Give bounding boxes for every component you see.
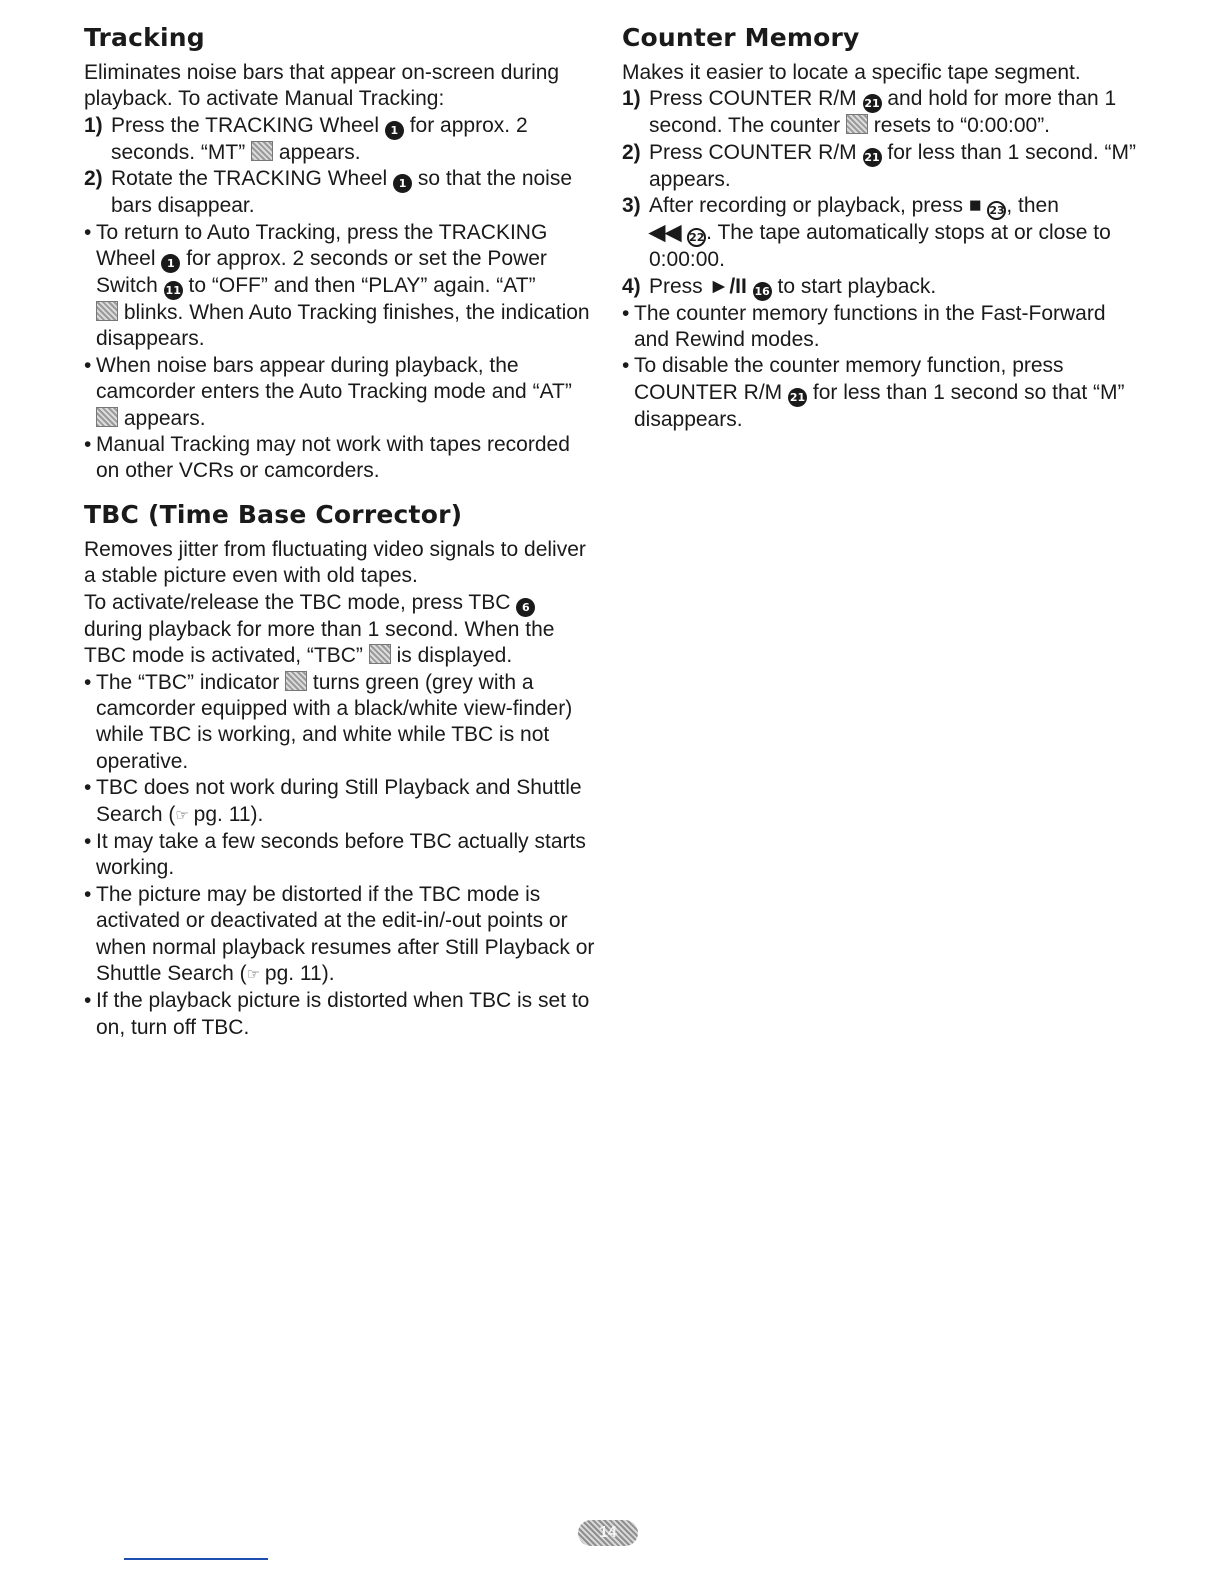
bullet-icon: •	[84, 220, 92, 244]
callout-badge-icon: 16	[753, 282, 772, 301]
callout-badge-icon: 11	[164, 281, 183, 300]
step-text: for less than 1 second. “M” appears.	[649, 140, 1136, 191]
tracking-notes	[84, 220, 596, 485]
display-indicator-icon	[251, 141, 273, 161]
note-text: To return to Auto Tracking, press the TRACKING Wheel	[96, 220, 548, 271]
callout-badge-icon: 21	[863, 94, 882, 113]
counter-notes	[622, 301, 1142, 434]
tracking-intro: Eliminates noise bars that appear on-screen during playback. To activate Manual Tracking:	[84, 61, 560, 111]
callout-badge-icon: 21	[788, 388, 807, 407]
bullet-icon: •	[84, 670, 92, 694]
footer-rule	[124, 1558, 268, 1560]
note-text: To disable the counter memory function, press COUNTER R/M	[634, 354, 1064, 404]
stop-icon: ■	[968, 194, 982, 218]
step-text: Press COUNTER R/M	[649, 87, 857, 111]
callout-badge-icon: 1	[161, 254, 180, 273]
step-text: Press COUNTER R/M	[649, 140, 857, 164]
step-text: and hold for more than 1 second. The counter	[649, 87, 1117, 138]
note-text: appears.	[123, 406, 206, 430]
counter-step-1	[622, 86, 1142, 139]
counter-note-2	[622, 353, 1142, 433]
tbc-heading: TBC (Time Base Corrector)	[84, 499, 463, 529]
body-text: To activate/release the TBC mode, press TBC	[84, 590, 511, 614]
tbc-activation-text	[84, 590, 596, 670]
note-text: for approx. 2 seconds or set the Power Switch	[96, 247, 547, 298]
note-text: When noise bars appear during playback, the camcorder enters the Auto Tracking mode and “AT”	[96, 353, 572, 404]
step-text: Rotate the TRACKING Wheel	[111, 167, 388, 191]
counter-memory-heading: Counter Memory	[622, 23, 860, 52]
display-indicator-icon	[96, 301, 118, 321]
bullet-icon: •	[84, 433, 92, 457]
page-reference-icon: ☞	[175, 806, 188, 824]
tbc-note-1	[84, 670, 596, 776]
counter-step-2	[622, 140, 1142, 193]
counter-note-1	[622, 301, 1142, 354]
note-text: Manual Tracking may not work with tapes recorded on other VCRs or camcorders.	[96, 433, 570, 483]
display-indicator-icon	[96, 407, 118, 427]
play-pause-icon: ►/II	[708, 274, 747, 298]
step-text: to start playback.	[777, 274, 937, 298]
tbc-note-3	[84, 829, 596, 882]
bullet-icon: •	[622, 354, 630, 378]
note-text: pg. 11).	[264, 961, 335, 985]
callout-badge-icon: 22	[687, 228, 706, 247]
display-indicator-icon	[285, 671, 307, 691]
callout-badge-icon: 1	[385, 121, 404, 140]
note-text: It may take a few seconds before TBC actually starts working.	[96, 829, 586, 880]
note-text: If the playback picture is distorted when TBC is set to on, turn off TBC.	[96, 989, 590, 1039]
note-text: blinks. When Auto Tracking finishes, the indication disappears.	[96, 301, 590, 351]
counter-intro: Makes it easier to locate a specific tape segment.	[622, 61, 1081, 84]
counter-step-4	[622, 274, 1142, 301]
bullet-icon: •	[84, 989, 92, 1013]
note-text: turns green (grey with a camcorder equipped with a black/white view-finder) while TBC is working, and white while TBC is not operative.	[96, 670, 573, 773]
tracking-step-2	[84, 166, 596, 219]
tracking-steps	[84, 113, 596, 220]
counter-step-3	[622, 193, 1142, 273]
note-text: for less than 1 second so that “M” disappears.	[634, 380, 1125, 431]
step-text: for approx. 2 seconds. “MT”	[111, 113, 528, 164]
bullet-icon: •	[84, 353, 92, 377]
tbc-note-4	[84, 882, 596, 989]
callout-badge-icon: 23	[987, 201, 1006, 220]
step-number: 2)	[84, 167, 103, 191]
bullet-icon: •	[84, 882, 92, 906]
step-text: resets to “0:00:00”.	[873, 114, 1051, 138]
note-text: The “TBC” indicator	[96, 670, 280, 694]
step-text: , then	[1006, 194, 1059, 218]
step-text: Press the TRACKING Wheel	[111, 113, 380, 137]
left-column	[84, 22, 596, 1041]
note-text: The counter memory functions in the Fast-Forward and Rewind modes.	[634, 301, 1106, 352]
bullet-icon: •	[84, 829, 92, 853]
step-text: so that the noise bars disappear.	[111, 167, 573, 218]
note-text: pg. 11).	[193, 802, 264, 826]
tracking-note-3	[84, 432, 596, 485]
tbc-intro: Removes jitter from fluctuating video signals to deliver a stable picture even with old tapes.	[84, 537, 586, 588]
callout-badge-icon: 1	[393, 174, 412, 193]
tracking-heading: Tracking	[84, 23, 205, 52]
rewind-icon: ◀◀	[649, 221, 682, 245]
display-indicator-icon	[846, 114, 868, 134]
page-reference-icon: ☞	[246, 965, 260, 983]
bullet-icon: •	[622, 301, 630, 325]
tbc-notes	[84, 670, 596, 1042]
page-number: 14	[578, 1520, 638, 1546]
step-text: Press	[649, 274, 703, 298]
tracking-note-2	[84, 353, 596, 432]
body-text: during playback for more than 1 second. When the TBC mode is activated, “TBC”	[84, 617, 555, 668]
step-number: 1)	[622, 87, 641, 111]
callout-badge-icon: 6	[516, 598, 535, 617]
display-indicator-icon	[369, 644, 391, 664]
step-number: 2)	[622, 140, 641, 164]
step-number: 3)	[622, 194, 641, 218]
step-number: 4)	[622, 274, 641, 298]
body-text: is displayed.	[396, 644, 513, 668]
tracking-step-1	[84, 113, 596, 166]
bullet-icon: •	[84, 776, 92, 800]
step-number: 1)	[84, 113, 103, 137]
note-text: The picture may be distorted if the TBC mode is activated or deactivated at the edit-in/-out points or when normal playback resumes after Still Playback or Shuttle Search (	[96, 882, 595, 985]
counter-steps	[622, 86, 1142, 300]
step-text: After recording or playback, press	[649, 194, 963, 218]
tbc-note-2	[84, 775, 596, 829]
right-column	[622, 22, 1142, 433]
tracking-note-1	[84, 220, 596, 353]
tbc-note-5	[84, 988, 596, 1041]
note-text: TBC does not work during Still Playback and Shuttle Search (	[96, 776, 582, 826]
step-text: appears.	[278, 140, 361, 164]
step-text: . The tape automatically stops at or close to 0:00:00.	[649, 221, 1111, 272]
note-text: to “OFF” and then “PLAY” again. “AT”	[188, 274, 536, 298]
callout-badge-icon: 21	[863, 148, 882, 167]
